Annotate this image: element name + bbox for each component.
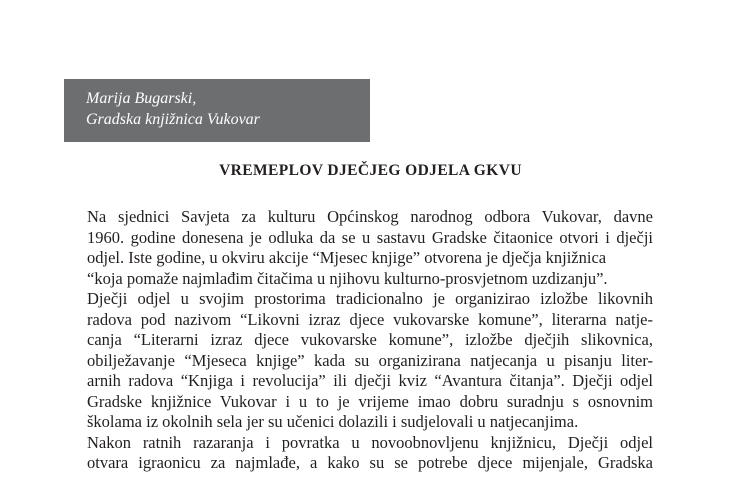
body-line: “koja pomaže najmlađim čitačima u njihovu kulturno-prosvjetnom uzdizanju”. — [87, 268, 608, 288]
author-name: Marija Bugarski, — [86, 90, 197, 107]
author-affiliation: Gradska knjižnica Vukovar — [86, 111, 260, 128]
body-line: odjel. Iste godine, u okviru akcije “Mjesec knjige” otvorena je dječja knjižnica — [87, 248, 607, 267]
body-line: Gradske knjižnice Vukovar i u to je vrijeme imao dobru suradnju s osnovnim — [87, 391, 653, 411]
body-line: otvara igraonicu za najmlađe, a kako su se potrebe djece mijenjale, Gradska — [87, 453, 653, 472]
body-line: canja “Literarni izraz djece vukovarske komune”, izložbe dječjih slikovnica, — [87, 330, 653, 349]
body-line: 1960. godine donesena je odluka da se u sastavu Gradske čitaonice otvori i dječji — [87, 227, 653, 247]
body-line: radova pod nazivom “Likovni izraz djece vukovarske komune”, literarna natje- — [87, 309, 653, 329]
body-line: arnih radova “Knjiga i revolucija” ili dječji kviz “Avantura čitanja”. Dječji odjel — [87, 371, 653, 390]
article-body — [87, 207, 653, 474]
body-line: obilježavanje “Mjeseca knjige” kada su organizirana natjecanja u pisanju liter- — [87, 350, 653, 370]
body-line: Dječji odjel u svojim prostorima tradicionalno je organizirao izložbe likovnih — [87, 289, 653, 308]
body-line: školama iz okolnih sela jer su učenici dolazili i sudjelovali u natjecanjima. — [87, 412, 579, 431]
article-title: VREMEPLOV DJEČJEG ODJELA GKVU — [219, 162, 522, 179]
body-line: Nakon ratnih razaranja i povratka u novoobnovljenu knjižnicu, Dječji odjel — [87, 432, 653, 452]
body-line: Na sjednici Savjeta za kulturu Općinskog narodnog odbora Vukovar, davne — [87, 207, 653, 226]
author-box — [64, 79, 370, 142]
